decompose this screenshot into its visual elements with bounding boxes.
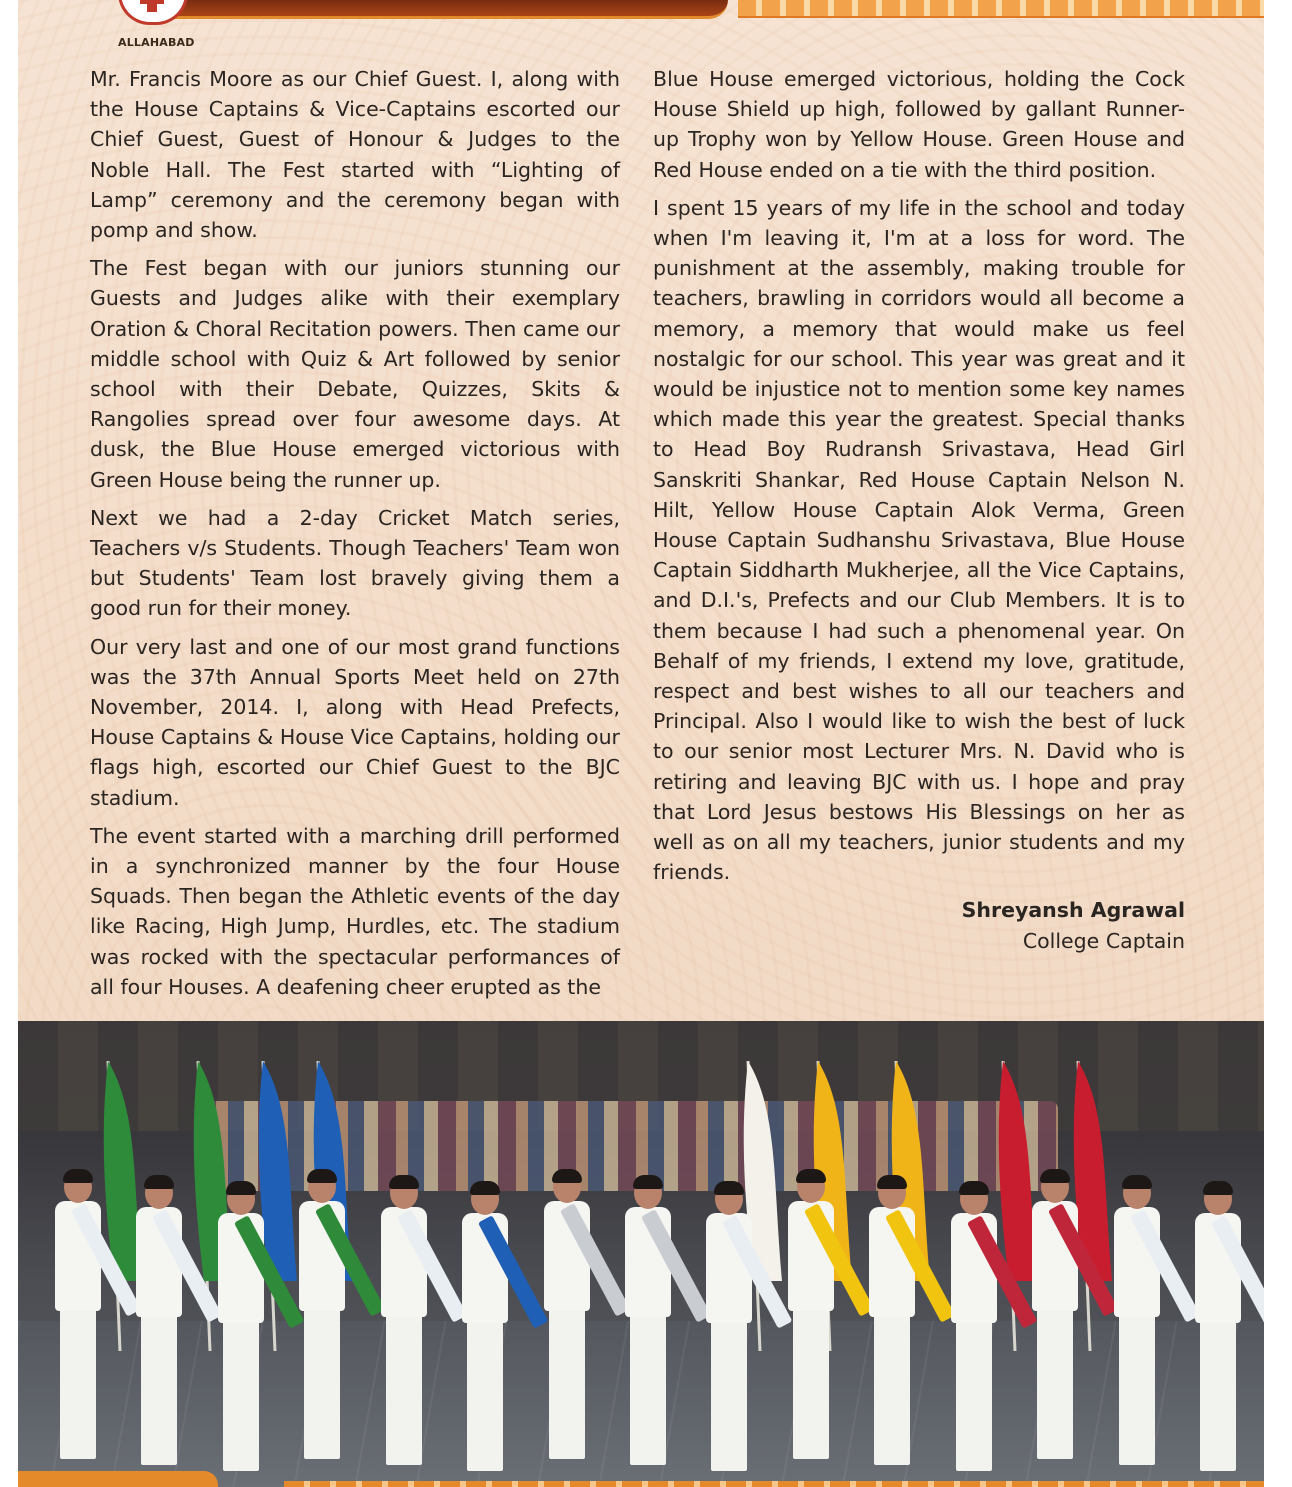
paragraph: I spent 15 years of my life in the school and today when I'm leaving it, I'm at a loss for word. The punishment at the assembly, making trouble for teachers, brawling in corridors would all become a memory, a memory that would make us feel nostalgic for our school. This year was great and it would be injustice not to mention some key names which made this year the greatest. Special thanks to Head Boy Rudransh Srivastava, Head Girl Sanskriti Shankar, Red House Captain Nelson N. Hilt, Yellow House Captain Alok Verma, Green House Captain Sudhanshu Srivastava, Blue House Captain Siddharth Mukherjee, all the Vice Captains, and D.I.'s, Prefects and our Club Members. It is to them because I had such a phenomenal year. On Behalf of my friends, I extend my love, gratitude, respect and best wishes to all our teachers and Principal. Also I would like to wish the best of luck to our senior most Lecturer Mrs. N. David who is retiring and leaving BJC with us. I hope and pray that Lord Jesus bestows His Blessings on her as well as on all my teachers, junior students and my friends. bbox=[653, 195, 1185, 885]
figure-hair bbox=[877, 1175, 907, 1189]
student-figure bbox=[944, 1183, 1004, 1483]
figure-legs bbox=[60, 1309, 96, 1459]
figure-hair bbox=[959, 1181, 989, 1195]
figure-hair bbox=[714, 1181, 744, 1195]
figure-legs bbox=[1119, 1315, 1155, 1465]
figure-hair bbox=[226, 1181, 256, 1195]
figure-legs bbox=[141, 1315, 177, 1465]
student-figure bbox=[1025, 1171, 1085, 1471]
figure-hair bbox=[796, 1169, 826, 1183]
figure-legs bbox=[956, 1321, 992, 1471]
figure-legs bbox=[711, 1321, 747, 1471]
right-column bbox=[653, 64, 1185, 956]
figure-hair bbox=[1040, 1169, 1070, 1183]
figure-legs bbox=[874, 1315, 910, 1465]
cross-icon bbox=[147, 0, 157, 12]
brand-label: ALLAHABAD bbox=[118, 36, 195, 49]
paragraph: The Fest began with our juniors stunning our Guests and Judges alike with their exemplary Oration & Choral Recitation powers. Then came our middle school with Quiz & Art followed by senior school with their Debate, Quizzes, Skits & Rangolies spread over four awesome days. At dusk, the Blue House emerged victorious with Green House being the runner up. bbox=[90, 256, 620, 492]
student-figure bbox=[1107, 1177, 1167, 1477]
figure-legs bbox=[1037, 1309, 1073, 1459]
left-column bbox=[90, 64, 620, 1010]
paragraph: Blue House emerged victorious, holding the Cock House Shield up high, followed by gallant Runner-up Trophy won by Yellow House. Green House and Red House ended on a tie with the third position. bbox=[653, 67, 1185, 182]
header-stripes bbox=[738, 0, 1264, 18]
footer-stripes bbox=[284, 1481, 1264, 1487]
student-figure bbox=[618, 1177, 678, 1477]
student-figure bbox=[455, 1183, 515, 1483]
student-figure bbox=[537, 1171, 597, 1471]
figure-hair bbox=[633, 1175, 663, 1189]
signature-name: Shreyansh Agrawal bbox=[961, 898, 1185, 923]
paragraph: Mr. Francis Moore as our Chief Guest. I, along with the House Captains & Vice-Captains escorted our Chief Guest, Guest of Honour & Judges to the Noble Hall. The Fest started with “Lighting of Lamp” ceremony and the ceremony began with pomp and show. bbox=[90, 67, 620, 243]
figure-legs bbox=[223, 1321, 259, 1471]
paragraph: Our very last and one of our most grand functions was the 37th Annual Sports Meet held on 27th November, 2014. I, along with Head Prefects, House Captains & House Vice Captains, holding our flags high, escorted our Chief Guest to the BJC stadium. bbox=[90, 634, 620, 810]
figure-legs bbox=[304, 1309, 340, 1459]
figure-legs bbox=[1200, 1321, 1236, 1471]
figure-hair bbox=[144, 1175, 174, 1189]
figure-hair bbox=[307, 1169, 337, 1183]
figure-legs bbox=[630, 1315, 666, 1465]
magazine-page bbox=[18, 0, 1264, 1487]
group-photo bbox=[18, 1021, 1264, 1487]
student-figure bbox=[781, 1171, 841, 1471]
people-layer bbox=[18, 1021, 1264, 1487]
figure-legs bbox=[793, 1309, 829, 1459]
figure-hair bbox=[389, 1175, 419, 1189]
student-figure bbox=[374, 1177, 434, 1477]
school-logo bbox=[118, 0, 188, 25]
footer-tab bbox=[18, 1471, 218, 1487]
student-figure bbox=[292, 1171, 352, 1471]
figure-hair bbox=[552, 1169, 582, 1183]
paragraph: The event started with a marching drill performed in a synchronized manner by the four House Squads. Then began the Athletic events of the day like Racing, High Jump, Hurdles, etc. The stadium was rocked with the spectacular performances of all four Houses. A deafening cheer erupted as the bbox=[90, 823, 620, 999]
figure-hair bbox=[470, 1181, 500, 1195]
figure-hair bbox=[1203, 1181, 1233, 1195]
student-figure bbox=[48, 1171, 108, 1471]
header-band bbox=[168, 0, 728, 19]
figure-hair bbox=[1122, 1175, 1152, 1189]
signature-role: College Captain bbox=[1022, 928, 1185, 953]
figure-legs bbox=[386, 1315, 422, 1465]
student-figure bbox=[211, 1183, 271, 1483]
student-figure bbox=[699, 1183, 759, 1483]
figure-legs bbox=[467, 1321, 503, 1471]
signature-block bbox=[653, 895, 1185, 955]
student-figure bbox=[862, 1177, 922, 1477]
figure-hair bbox=[63, 1169, 93, 1183]
figure-legs bbox=[549, 1309, 585, 1459]
student-figure bbox=[1188, 1183, 1248, 1483]
paragraph: Next we had a 2-day Cricket Match series, Teachers v/s Students. Though Teachers' Team won but Students' Team lost bravely giving them a good run for their money. bbox=[90, 505, 620, 621]
student-figure bbox=[129, 1177, 189, 1477]
